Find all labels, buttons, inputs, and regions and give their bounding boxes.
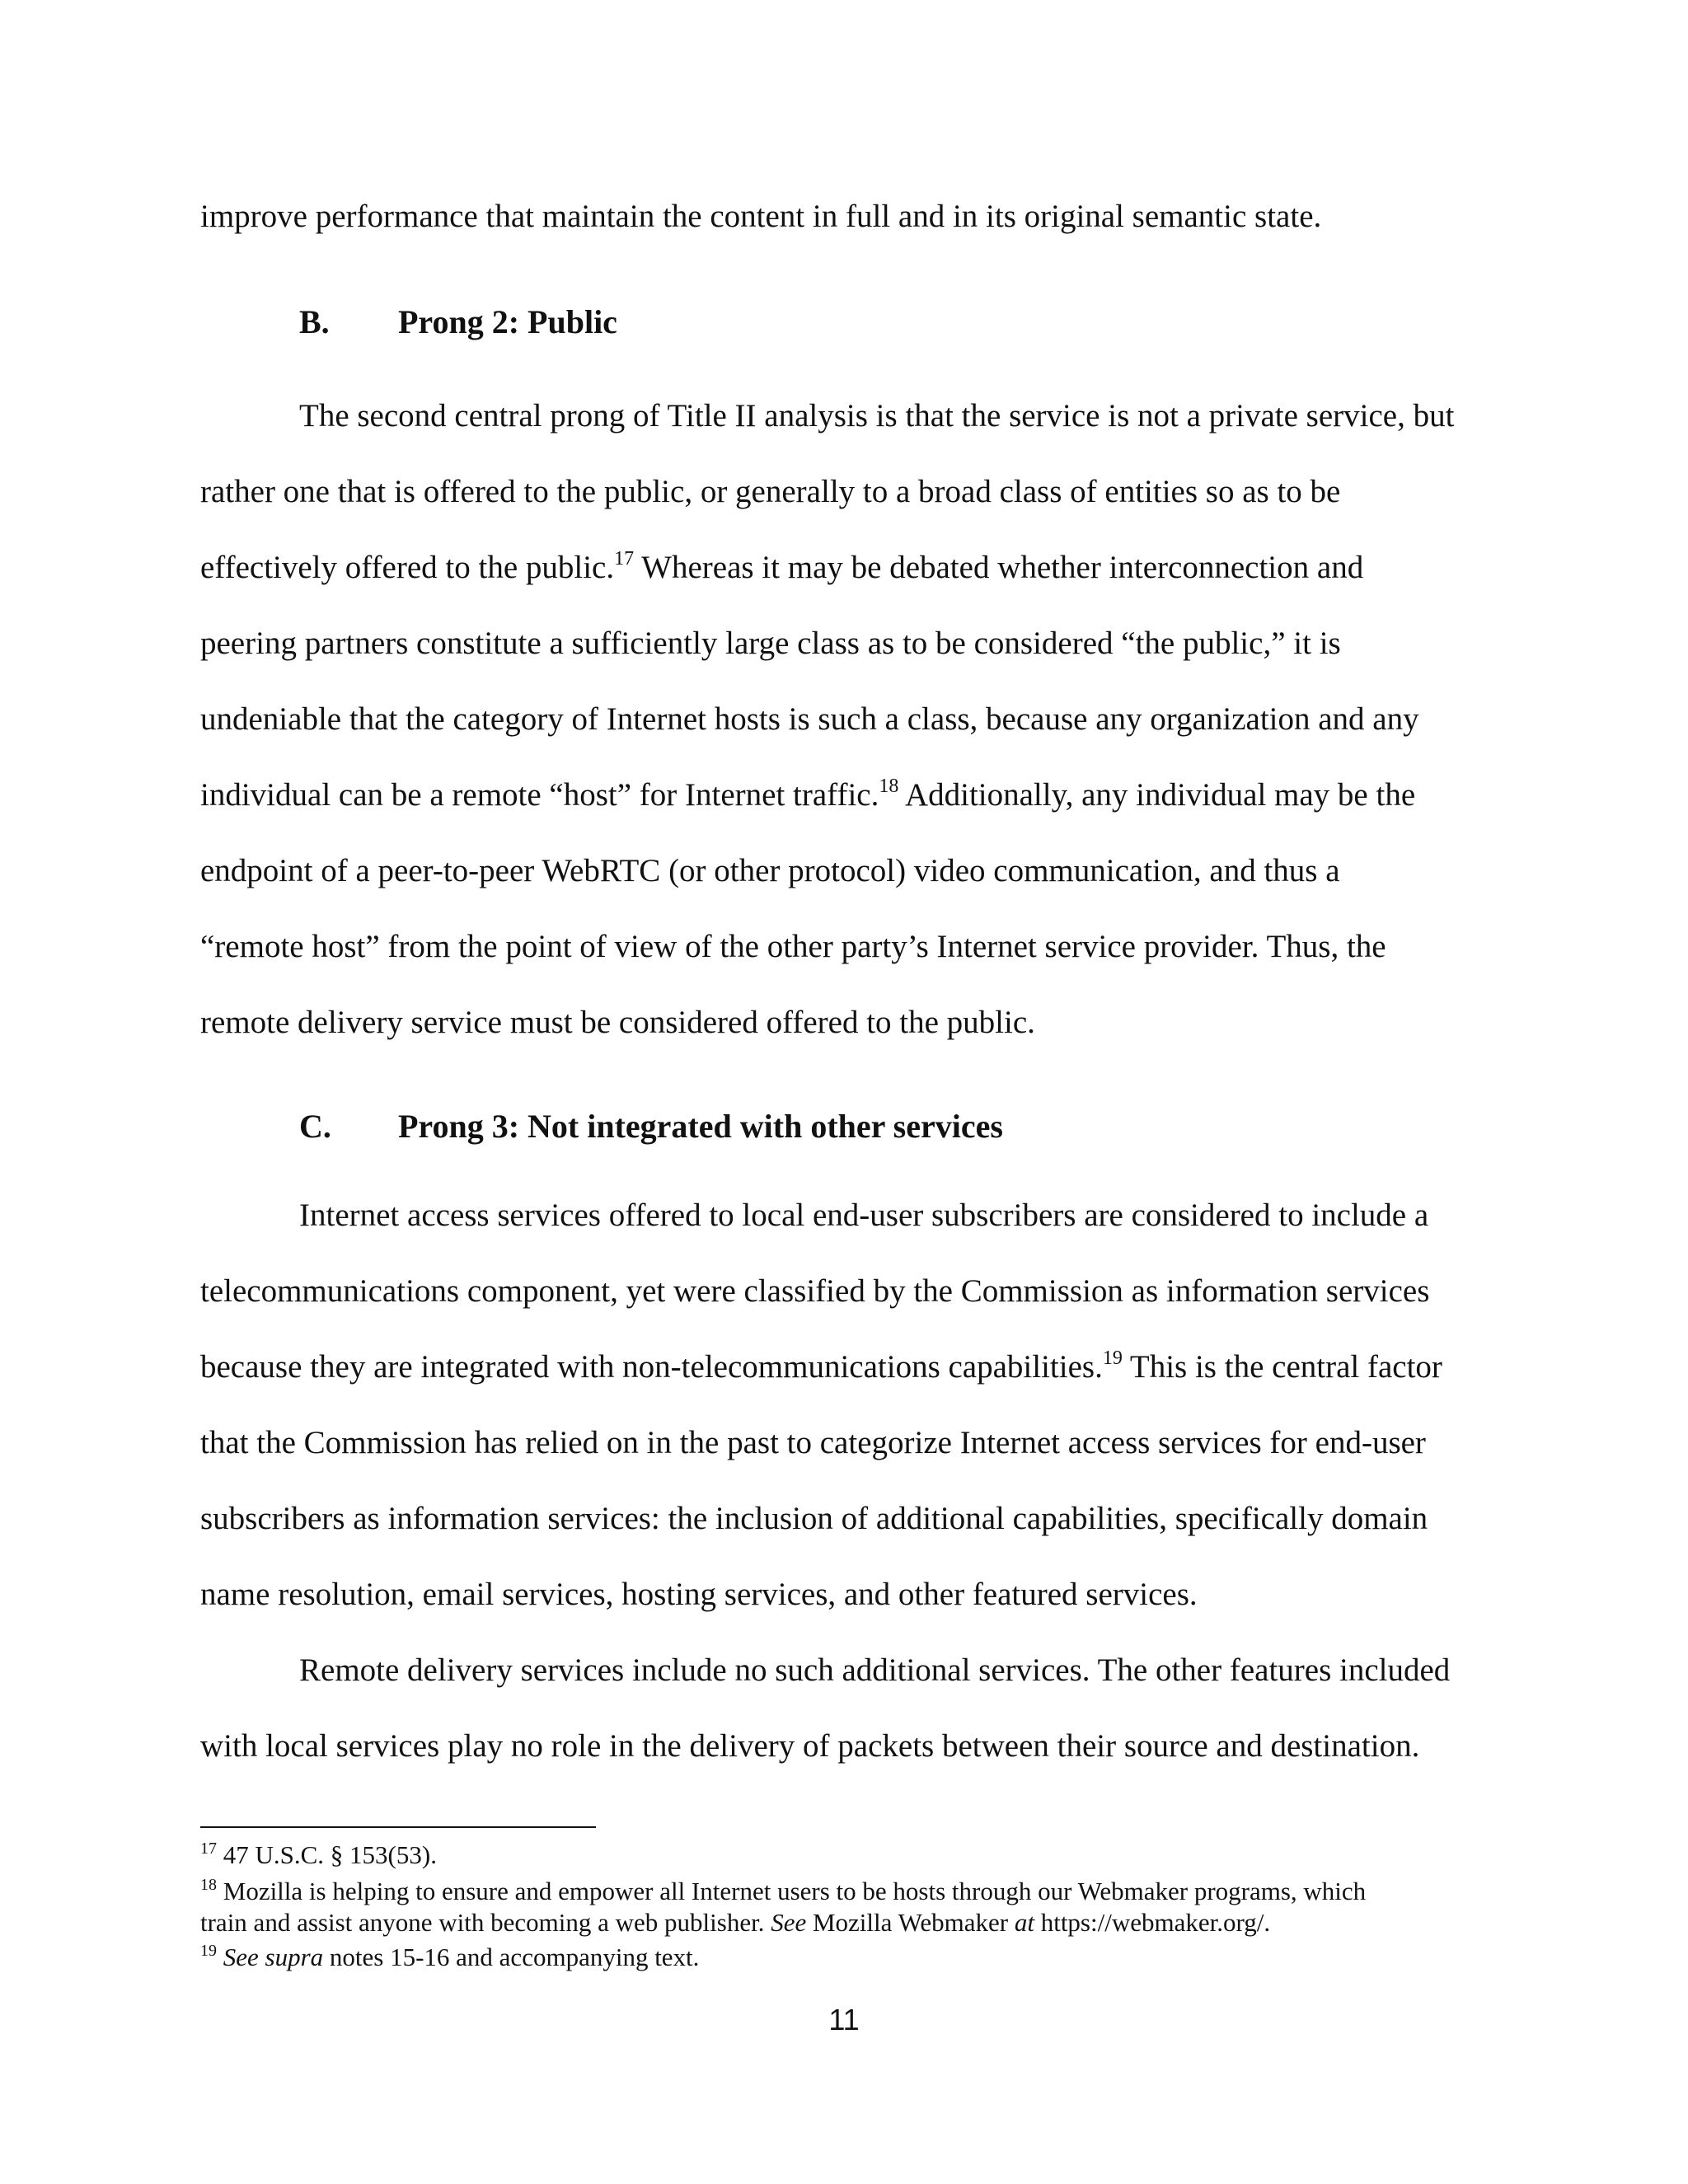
text-span: individual can be a remote “host” for Internet traffic. xyxy=(200,777,879,813)
footnote-19 xyxy=(200,1942,699,1973)
paragraph-line: telecommunications component, yet were classified by the Commission as information services xyxy=(200,1273,1430,1309)
footnote-text: notes 15-16 and accompanying text. xyxy=(329,1943,700,1971)
paragraph-line: The second central prong of Title II analysis is that the service is not a private service, but xyxy=(299,398,1455,434)
signal-at: at xyxy=(1014,1908,1034,1937)
paragraph-line xyxy=(200,1348,1442,1386)
paragraph-line: subscribers as information services: the inclusion of additional capabilities, specifically domain xyxy=(200,1501,1428,1536)
section-c-heading: Prong 3: Not integrated with other services xyxy=(398,1108,1003,1145)
footnote-18-continued xyxy=(200,1907,1270,1938)
paragraph-line: “remote host” from the point of view of the other party’s Internet service provider. Thus, the xyxy=(200,929,1386,964)
paragraph-line: endpoint of a peer-to-peer WebRTC (or other protocol) video communication, and thus a xyxy=(200,853,1340,888)
paragraph-line: improve performance that maintain the content in full and in its original semantic state. xyxy=(200,199,1322,234)
footnote-ref-18[interactable]: 18 xyxy=(879,776,899,797)
footnote-link[interactable]: https://webmaker.org/. xyxy=(1040,1908,1271,1937)
footnote-number: 17 xyxy=(200,1840,217,1858)
paragraph-line: Internet access services offered to local end-user subscribers are considered to include a xyxy=(299,1197,1429,1233)
paragraph-line: peering partners constitute a sufficiently large class as to be considered “the public,” it is xyxy=(200,626,1341,661)
paragraph-line xyxy=(200,549,1363,587)
footnote-number: 19 xyxy=(200,1942,217,1960)
section-b-letter: B. xyxy=(299,303,330,340)
paragraph-line: rather one that is offered to the public, or generally to a broad class of entities so as to be xyxy=(200,474,1341,509)
footnote-18 xyxy=(200,1876,1366,1907)
footnote-text: train and assist anyone with becoming a web publisher. xyxy=(200,1908,765,1937)
footnote-number: 18 xyxy=(200,1876,217,1894)
text-span: Whereas it may be debated whether interconnection and xyxy=(641,550,1364,585)
footnote-ref-19[interactable]: 19 xyxy=(1102,1347,1123,1369)
footnote-17 xyxy=(200,1840,437,1871)
text-span: because they are integrated with non-telecommunications capabilities. xyxy=(200,1349,1103,1385)
signal-see-supra: See supra xyxy=(223,1943,324,1971)
text-span: effectively offered to the public. xyxy=(200,550,615,585)
text-span: This is the central factor xyxy=(1129,1349,1442,1385)
paragraph-line: name resolution, email services, hosting services, and other featured services. xyxy=(200,1577,1198,1612)
paragraph-line: with local services play no role in the delivery of packets between their source and destination. xyxy=(200,1728,1420,1764)
section-c-letter: C. xyxy=(299,1108,331,1145)
paragraph-line: remote delivery service must be considered offered to the public. xyxy=(200,1005,1035,1040)
footnote-separator xyxy=(200,1826,596,1828)
signal-see: See xyxy=(771,1908,807,1937)
footnote-text: Mozilla is helping to ensure and empower all Internet users to be hosts through our Webmaker programs, which xyxy=(223,1877,1367,1905)
paragraph-line: Remote delivery services include no such additional services. The other features included xyxy=(299,1652,1451,1688)
section-b-heading: Prong 2: Public xyxy=(398,303,617,340)
paragraph-line: undeniable that the category of Internet hosts is such a class, because any organization and any xyxy=(200,701,1419,737)
footnote-text: Mozilla Webmaker xyxy=(812,1908,1009,1937)
footnote-text: 47 U.S.C. § 153(53). xyxy=(223,1840,437,1869)
page-number: 11 xyxy=(828,2003,860,2036)
footnote-ref-17[interactable]: 17 xyxy=(614,548,635,569)
text-span: Additionally, any individual may be the xyxy=(904,777,1416,813)
paragraph-line xyxy=(200,776,1415,814)
paragraph-line: that the Commission has relied on in the past to categorize Internet access services for end-user xyxy=(200,1425,1426,1460)
